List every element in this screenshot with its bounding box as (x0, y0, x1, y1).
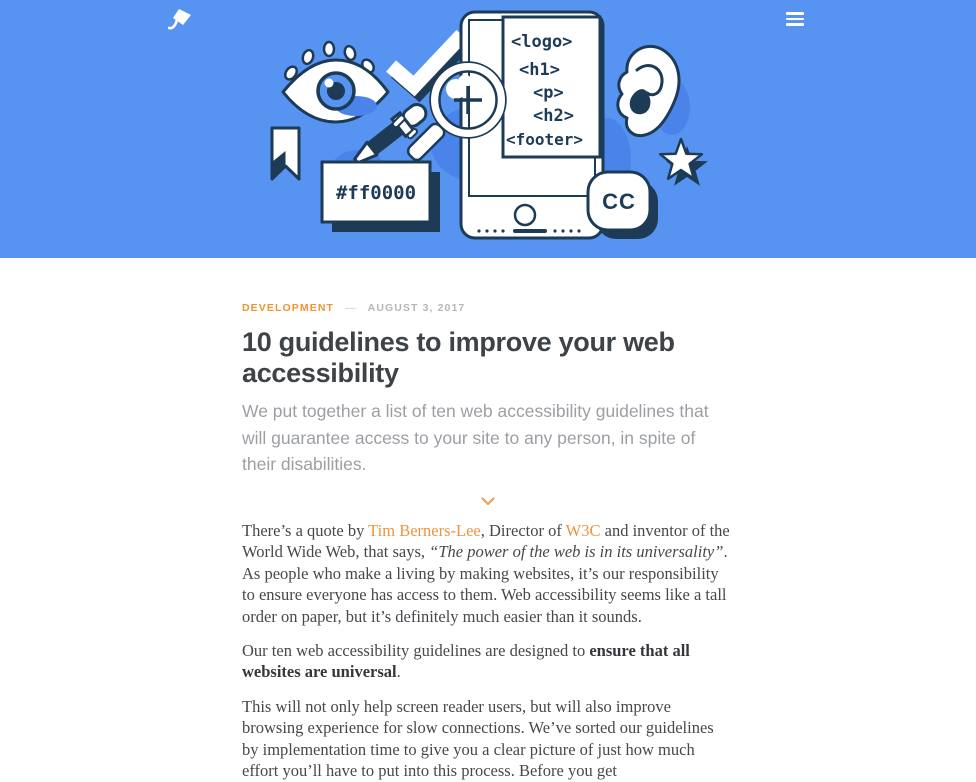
meta-separator: — (345, 302, 357, 314)
svg-text:<footer>: <footer> (506, 130, 584, 149)
article (242, 258, 734, 782)
eye-icon (283, 42, 388, 122)
color-swatch (322, 162, 440, 232)
accessibility-illustration (255, 10, 715, 258)
scroll-indicator (242, 493, 734, 511)
svg-text:<p>: <p> (533, 83, 564, 103)
link-w3c[interactable]: W3C (565, 520, 601, 540)
category-link[interactable]: DEVELOPMENT (242, 302, 335, 314)
article-subtitle: We put together a list of ten web accessibility guidelines that will guarantee access to your site to any person, in spite of their disabilities. (242, 401, 709, 475)
menu-icon[interactable] (786, 12, 804, 26)
svg-text:CC: CC (602, 189, 636, 214)
code-panel (503, 17, 600, 157)
svg-text:<h1>: <h1> (519, 60, 560, 80)
star-icon (660, 139, 708, 186)
paragraph-1: There’s a quote by Tim Berners-Lee, Director of W3C and inventor of the World Wide Web, that says, “The power of the web is in its universality”. As people who make a living by making websites, it’s our responsibility to ensure everyone has access to them. Web accessibility seems like a tall order on paper, but it’s definitely much easier than it sounds. (242, 520, 730, 626)
chevron-down-icon (481, 497, 495, 506)
article-body (242, 520, 734, 782)
bookmark-icon (272, 128, 299, 179)
svg-text:<logo>: <logo> (511, 32, 573, 52)
link-tim-berners-lee[interactable]: Tim Berners-Lee (368, 520, 481, 540)
article-title: 10 guidelines to improve your web accessibility (242, 327, 675, 388)
svg-text:#ff0000: #ff0000 (335, 182, 417, 204)
site-logo-icon[interactable] (168, 6, 196, 38)
creative-commons-icon (588, 172, 658, 239)
svg-text:<h2>: <h2> (533, 106, 574, 126)
quote-text: “The power of the web is in its universality” (429, 542, 724, 562)
paragraph-2: Our ten web accessibility guidelines are designed to ensure that all websites are universal. (242, 640, 690, 682)
publish-date: AUGUST 3, 2017 (367, 302, 466, 314)
article-meta (242, 302, 734, 314)
paragraph-3: This will not only help screen reader users, but will also improve browsing experience for slow connections. We’ve sorted our guidelines by implementation time to give you a clear picture of just how much effort you’ll have to put into this process. Before you get (242, 696, 714, 781)
bold-text: ensure that all websites are universal (242, 640, 690, 682)
page-header (0, 0, 976, 258)
